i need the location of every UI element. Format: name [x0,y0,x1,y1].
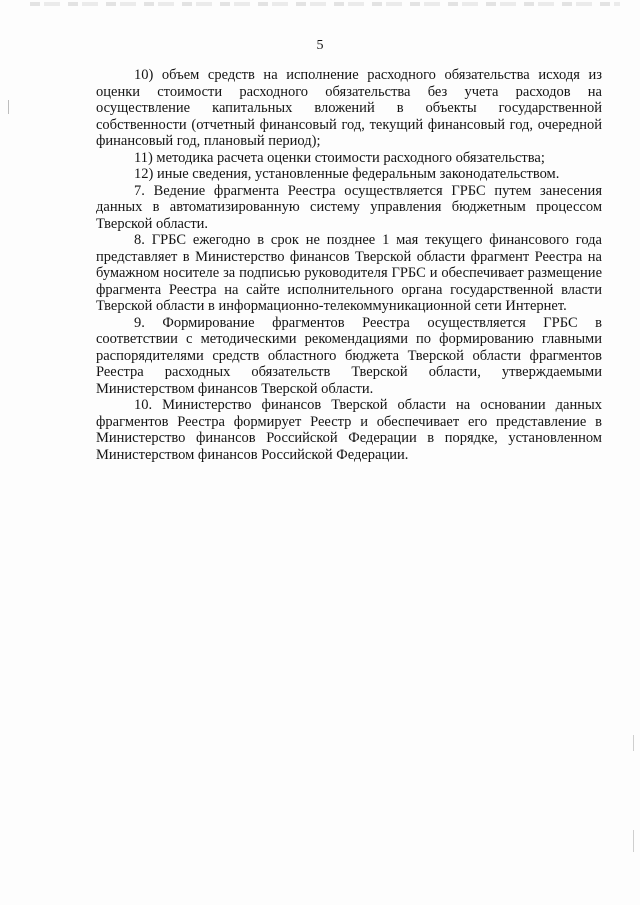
scan-artifact-top [30,2,620,6]
document-body [96,67,602,463]
paragraph-item-10: 10) объем средств на исполнение расходного обязательства исходя из оценки стоимости расходного обязательства без учета расходов на осуществление капитальных вложений в объекты государственной собственности (отчетный финансовый год, текущий финансовый год, очередной финансовый год, плановый период); [96,67,602,149]
paragraph-section-8: 8. ГРБС ежегодно в срок не позднее 1 мая текущего финансового года представляет в Министерство финансов Тверской области фрагмент Реестра на бумажном носителе за подписью руководителя ГРБС и обеспечивает размещение фрагмента Реестра на сайте исполнительного органа государственной власти Тверской области в информационно-телекоммуникационной сети Интернет. [96,232,602,314]
page-number: 5 [316,38,324,53]
paragraph-section-9: 9. Формирование фрагментов Реестра осуществляется ГРБС в соответствии с методическими рекомендациями по формированию главными распорядителями средств областного бюджета Тверской области фрагментов Реестра расходных обязательств Тверской области, утверждаемыми Министерством финансов Тверской области. [96,314,602,397]
paragraph-item-12: 12) иные сведения, установленные федеральным законодательством. [134,166,560,182]
scan-artifact-right [633,830,634,852]
paragraph-item-11: 11) методика расчета оценки стоимости расходного обязательства; [134,149,545,166]
scan-artifact-left [8,100,9,114]
paragraph-section-10: 10. Министерство финансов Тверской области на основании данных фрагментов Реестра формирует Реестр и обеспечивает его представление в Министерство финансов Российской Федерации в порядке, установленном Министерством финансов Российской Федерации. [96,397,602,463]
scan-artifact-right [633,735,634,751]
paragraph-section-7: 7. Ведение фрагмента Реестра осуществляется ГРБС путем занесения данных в автоматизированную систему управления бюджетным процессом Тверской области. [96,182,602,232]
